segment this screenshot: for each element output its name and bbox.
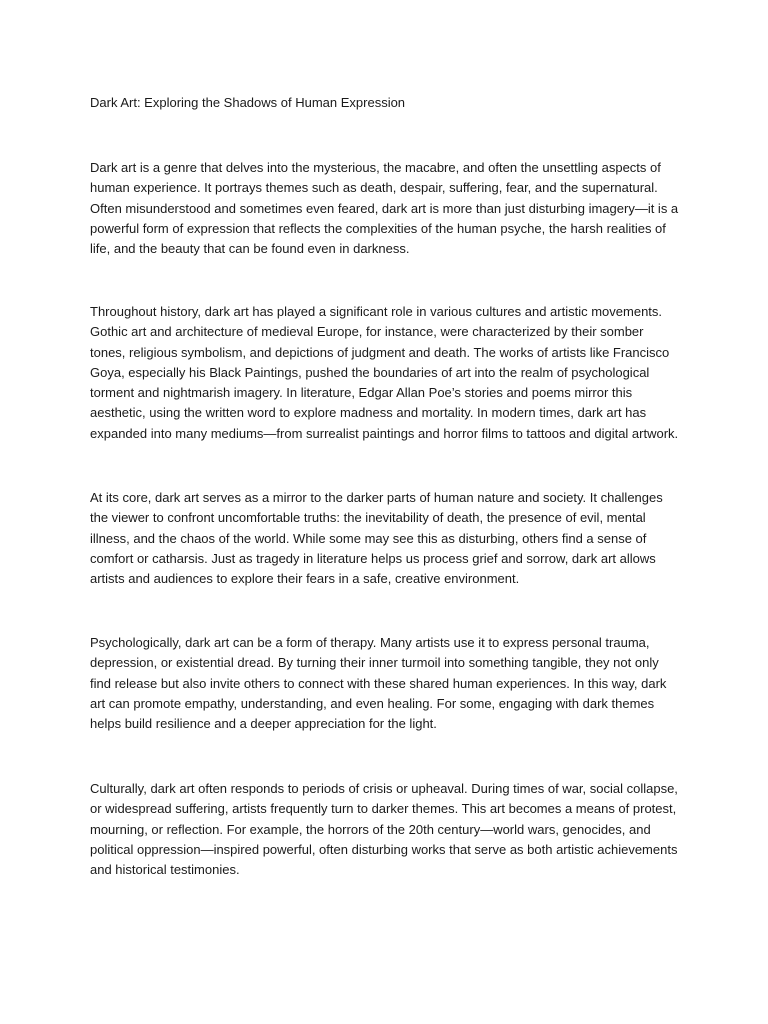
paragraph-intro: Dark art is a genre that delves into the mysterious, the macabre, and often the unsettling aspects of human experience. It portrays themes such as death, despair, suffering, fear, and the supernatural. Often misunderstood and sometimes even feared, dark art is more than just disturbing imagery—it is a powerful form of expression that reflects the complexities of the human psyche, the harsh realities of life, and the beauty that can be found even in darkness. — [90, 160, 679, 257]
paragraph-core: At its core, dark art serves as a mirror to the darker parts of human nature and society. It challenges the viewer to confront uncomfortable truths: the inevitability of death, the presence of evil, mental illness, and the chaos of the world. While some may see this as disturbing, others find a sense of comfort or catharsis. Just as tragedy in literature helps us process grief and sorrow, dark art allows artists and audiences to explore their fears in a safe, creative environment. — [90, 490, 663, 587]
paragraph-culture: Culturally, dark art often responds to periods of crisis or upheaval. During times of war, social collapse, or widespread suffering, artists frequently turn to darker themes. This art becomes a means of protest, mourning, or reflection. For example, the horrors of the 20th century—world wars, genocides, and political oppression—inspired powerful, often disturbing works that serve as both artistic achievements and historical testimonies. — [90, 781, 678, 878]
paragraph-history: Throughout history, dark art has played a significant role in various cultures and artistic movements. Gothic art and architecture of medieval Europe, for instance, were characterized by their somber tones, religious symbolism, and depictions of judgment and death. The works of artists like Francisco Goya, especially his Black Paintings, pushed the boundaries of art into the realm of psychological torment and nightmarish imagery. In literature, Edgar Allan Poe’s stories and poems mirror this aesthetic, using the written word to explore madness and mortality. In modern times, dark art has expanded into many mediums—from surrealist paintings and horror films to tattoos and digital artwork. — [90, 304, 679, 441]
paragraph-psychology: Psychologically, dark art can be a form of therapy. Many artists use it to express personal trauma, depression, or existential dread. By turning their inner turmoil into something tangible, they not only find release but also invite others to connect with these shared human experiences. In this way, dark art can promote empathy, understanding, and even healing. For some, engaging with dark themes helps build resilience and a deeper appreciation for the light. — [90, 635, 667, 732]
document-title: Dark Art: Exploring the Shadows of Human Expression — [90, 95, 406, 110]
